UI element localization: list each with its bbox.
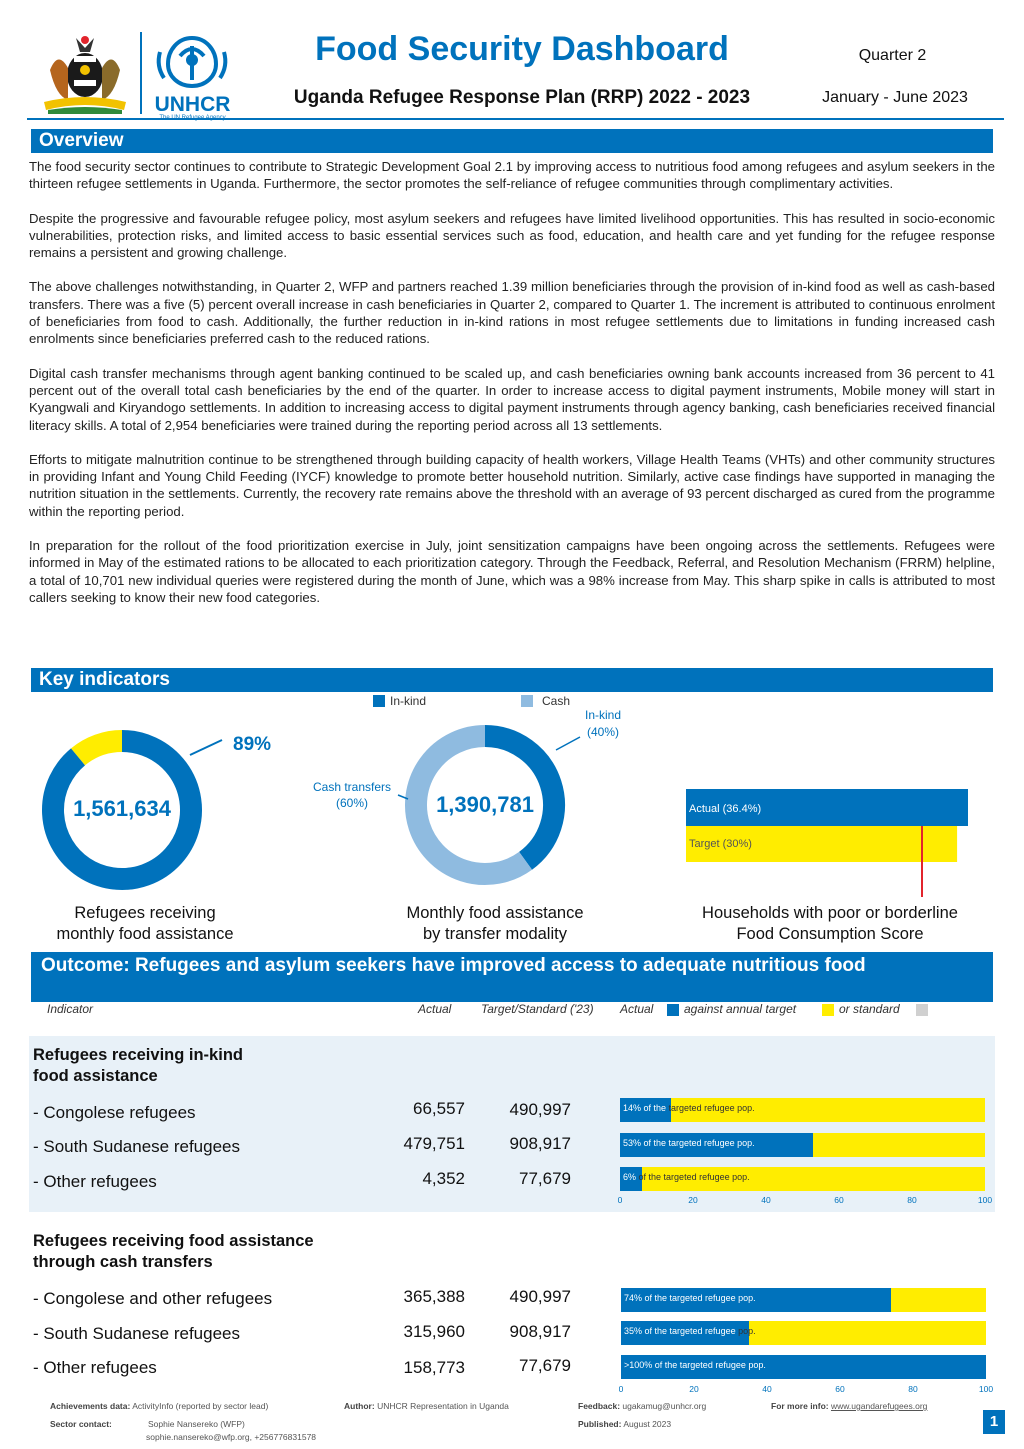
axis-tick: 100: [977, 1195, 993, 1205]
unhcr-logo: [150, 32, 235, 116]
axis-tick: 80: [907, 1195, 917, 1205]
donut1-percent-label: 89%: [233, 734, 272, 755]
cash-group-title-line1: Refugees receiving food assistance: [33, 1232, 314, 1250]
bar-label-inside: >100% of the targeted refugee pop.: [624, 1360, 766, 1370]
period-label: January - June 2023: [822, 89, 968, 106]
bar-label-outside: pop.: [738, 1326, 756, 1336]
quarter-label: Quarter 2: [858, 47, 927, 64]
footer-more-link[interactable]: www.ugandarefugees.org: [830, 1401, 928, 1411]
axis-tick: 20: [689, 1384, 699, 1394]
table-row-actual: 365,388: [403, 1287, 465, 1306]
unhcr-emblem-icon: [150, 32, 235, 90]
table-row-label: - Other refugees: [33, 1172, 157, 1191]
donut1-center-value: 1,561,634: [73, 796, 171, 821]
overview-heading: Overview: [31, 129, 993, 153]
bar-label-inside: 74% of the targeted refugee pop.: [624, 1293, 756, 1303]
footer-author-value: UNHCR Representation in Uganda: [377, 1401, 509, 1411]
page-number: 1: [983, 1410, 1005, 1434]
progress-bar: [620, 1133, 985, 1157]
axis-tick: 40: [762, 1384, 772, 1394]
page-title: Food Security Dashboard: [315, 30, 729, 68]
table-row-target: 490,997: [509, 1287, 571, 1306]
overview-paragraph: In preparation for the rollout of the food prioritization exercise in July, joint sensitization campaigns have been ongoing across the settlements. Refugees were informed in May of the estimated rations to be allocated to each prioritization category. Through the Feedback, Referral, and Resolution Mechanism (FRRM) helpline, a total of 10,701 new individual queries were registered during the month of June, which was a 98% increase from May. This sharp spike in calls is attributed to most callers seeking to know their new food categories.: [29, 538, 995, 605]
overview-text: [29, 158, 995, 623]
progress-bar: [621, 1355, 986, 1379]
progress-bar-label: [624, 1360, 766, 1370]
footer-feedback-email[interactable]: ugakamug@unhcr.org: [622, 1401, 707, 1411]
refugees-caption-line1: Refugees receiving: [74, 904, 216, 922]
bar-label-inside: 53% of the targeted refugee pop.: [623, 1138, 755, 1148]
donut2-inkind-label: In-kind: [585, 708, 622, 722]
progress-bar-label: [624, 1326, 756, 1336]
footer-contact-name: Sophie Nansereko (WFP): [148, 1419, 245, 1429]
inkind-group-title-line1: Refugees receiving in-kind: [33, 1046, 243, 1064]
cash-group-title-line2: through cash transfers: [33, 1253, 213, 1271]
fcs-caption: [670, 903, 990, 945]
donut2-inkind-leader: [556, 737, 580, 750]
axis-tick: 40: [761, 1195, 771, 1205]
table-row-target: 77,679: [519, 1356, 571, 1375]
cash-group-title: [33, 1231, 314, 1273]
progress-bar-label: [624, 1293, 756, 1303]
footer-contact-detail[interactable]: sophie.nansereko@wfp.org, +256776831578: [146, 1432, 317, 1442]
col-head-indicator: Indicator: [47, 1002, 94, 1016]
modality-caption-line1: Monthly food assistance: [406, 904, 584, 922]
overview-paragraph: The food security sector continues to contribute to Strategic Development Goal 2.1 by improving access to nutritious food among refugees and asylum seekers in the thirteen refugee settlements in Uganda. Furthermore, the sector promotes the self-reliance of refugee communities through complimentary activities.: [29, 159, 995, 192]
col-head-chart-actual: Actual: [620, 1002, 654, 1016]
page-subtitle: Uganda Refugee Response Plan (RRP) 2022 - 2023: [293, 87, 751, 108]
table-row-label: - Congolese refugees: [33, 1103, 196, 1122]
axis-tick: 60: [834, 1195, 844, 1205]
bar-label-inside: 14% of the: [623, 1103, 667, 1113]
progress-bar: [620, 1167, 985, 1191]
footer-published-value: August 2023: [623, 1419, 672, 1429]
footer-feedback-label: Feedback:: [578, 1401, 621, 1411]
uganda-coat-of-arms-logo: [38, 30, 133, 116]
unhcr-logo-text: UNHCR: [154, 93, 231, 116]
footer-more-label: For more info:: [771, 1401, 829, 1411]
col-head-chart-or: or standard: [839, 1002, 900, 1016]
table-row-label: - Congolese and other refugees: [33, 1289, 273, 1308]
legend-cash-label: Cash: [542, 694, 571, 708]
axis-tick: 60: [835, 1384, 845, 1394]
modality-caption: [360, 903, 630, 945]
refugees-caption: [20, 903, 270, 945]
donut2-cash-percent: (60%): [335, 796, 369, 810]
fcs-caption-line2: Food Consumption Score: [736, 925, 924, 943]
table-row-label: - Other refugees: [33, 1358, 157, 1377]
table-row-actual: 479,751: [403, 1134, 465, 1153]
donut2-center-value: 1,390,781: [436, 792, 534, 817]
progress-bar-label: [623, 1138, 755, 1148]
key-indicators-heading: Key indicators: [31, 668, 993, 692]
table-row-actual: 158,773: [403, 1358, 465, 1377]
footer-published: [578, 1419, 671, 1429]
axis-tick: 100: [978, 1384, 994, 1394]
refugees-caption-line2: monthly food assistance: [56, 925, 234, 943]
progress-bar: [621, 1321, 986, 1345]
footer-feedback: [578, 1401, 706, 1411]
bar-label-inside: 35% of the targeted refugee: [624, 1326, 736, 1336]
donut1-leader-line: [190, 740, 222, 755]
table-row-actual: 4,352: [422, 1169, 465, 1188]
chart-legend-blue-swatch: [667, 1004, 679, 1016]
footer-more-info: [771, 1401, 927, 1411]
page-header: [0, 0, 1024, 122]
bar-label-outside: targeted refugee pop.: [668, 1103, 755, 1113]
fcs-caption-line1: Households with poor or borderline: [702, 904, 958, 922]
overview-paragraph: The above challenges notwithstanding, in Quarter 2, WFP and partners reached 1.39 million beneficiaries through the provision of in-kind food as well as cash-based transfers. There was a five (5) percent overall increase in cash beneficiaries in Quarter 2, compared to Quarter 1. The increment is attributed to continuous enrolment of beneficiaries from food to cash. Additionally, the further reduction in in-kind rations in most refugee settlements due to limitations in funding increased cash enrolments since beneficiaries preferred cash to the reduced rations.: [29, 279, 995, 347]
footer-contact-label: Sector contact:: [50, 1419, 112, 1429]
table-row-label: - South Sudanese refugees: [33, 1137, 240, 1156]
axis-tick: 20: [688, 1195, 698, 1205]
inkind-group-title: [33, 1045, 243, 1087]
fcs-target-label: Target (30%): [689, 838, 752, 850]
table-row-actual: 66,557: [413, 1099, 465, 1118]
progress-bar: [620, 1098, 985, 1122]
overview-paragraph: Efforts to mitigate malnutrition continue to be strengthened through building capacity of health workers, Village Health Teams (VHTs) and other community structures in providing Infant and Young Child Feeding (IYCF) knowledge to promote better household nutrition. Similarly, active case findings have supported in managing the nutrition situation in the settlements. Currently, the recovery rate remains above the threshold with an average of 93 percent discharged as cured from the programme within the reporting period.: [29, 451, 995, 519]
footer-data-label: Achievements data:: [50, 1401, 131, 1411]
outcome-heading: Outcome: Refugees and asylum seekers have improved access to adequate nutritious food: [31, 952, 993, 1002]
progress-bar-label: [623, 1103, 755, 1113]
axis-tick: 0: [617, 1195, 623, 1205]
col-head-chart-against: against annual target: [684, 1002, 797, 1016]
donut2-cash-label: Cash transfers: [312, 780, 392, 794]
overview-paragraph: Despite the progressive and favourable refugee policy, most asylum seekers and refugees have limited livelihood opportunities. This has resulted in socio-economic vulnerabilities, protection risks, and limited access to basic essential services such as food, education, and health care and yet funding for the refugee response remains a persistent and growing challenge.: [29, 210, 995, 261]
footer-author-label: Author:: [344, 1401, 375, 1411]
fcs-actual-label: Actual (36.4%): [689, 803, 762, 815]
footer-published-label: Published:: [578, 1419, 622, 1429]
header-divider: [140, 32, 142, 114]
header-rule: [27, 118, 1004, 120]
col-head-target: Target/Standard ('23): [481, 1002, 594, 1016]
progress-bar-label: [623, 1172, 750, 1182]
footer-contact: [50, 1419, 112, 1429]
donut2-inkind-percent: (40%): [587, 725, 620, 739]
footer-data-source: [50, 1401, 268, 1411]
legend-inkind-label: In-kind: [390, 694, 427, 708]
table-row-target: 908,917: [509, 1322, 571, 1341]
chart-legend-grey-swatch: [916, 1004, 928, 1016]
progress-bar: [621, 1288, 986, 1312]
overview-paragraph: Digital cash transfer mechanisms through agent banking continued to be scaled up, and cash beneficiaries owning bank accounts increased from 36 percent to 41 percent out of the overall total cash beneficiaries by the end of the quarter. In order to increase access to digital payment instruments, Mobile money will start in Kyangwali and Kiryandogo settlements. In addition to increasing access to digital payment instruments through agency banking, cash beneficiaries received financial literacy skills. A total of 2,954 beneficiaries were trained during the reporting period across all 13 settlements.: [29, 365, 995, 433]
footer-data-value: ActivityInfo (reported by sector lead): [132, 1401, 269, 1411]
table-row-label: - South Sudanese refugees: [33, 1324, 240, 1343]
bar-label-outside: of the targeted refugee pop.: [638, 1172, 750, 1182]
table-row-target: 908,917: [509, 1134, 571, 1153]
inkind-group-title-line2: food assistance: [33, 1067, 158, 1085]
col-head-actual: Actual: [418, 1002, 452, 1016]
axis-tick: 80: [908, 1384, 918, 1394]
donut1-remaining-segment: [78, 741, 122, 757]
bar-label-inside: 6%: [623, 1172, 637, 1182]
axis-tick: 0: [618, 1384, 624, 1394]
footer-author: [344, 1401, 509, 1411]
table-row-target: 77,679: [519, 1169, 571, 1188]
modality-caption-line2: by transfer modality: [423, 925, 567, 943]
table-row-actual: 315,960: [403, 1322, 465, 1341]
table-row-target: 490,997: [509, 1100, 571, 1119]
chart-legend-yellow-swatch: [822, 1004, 834, 1016]
